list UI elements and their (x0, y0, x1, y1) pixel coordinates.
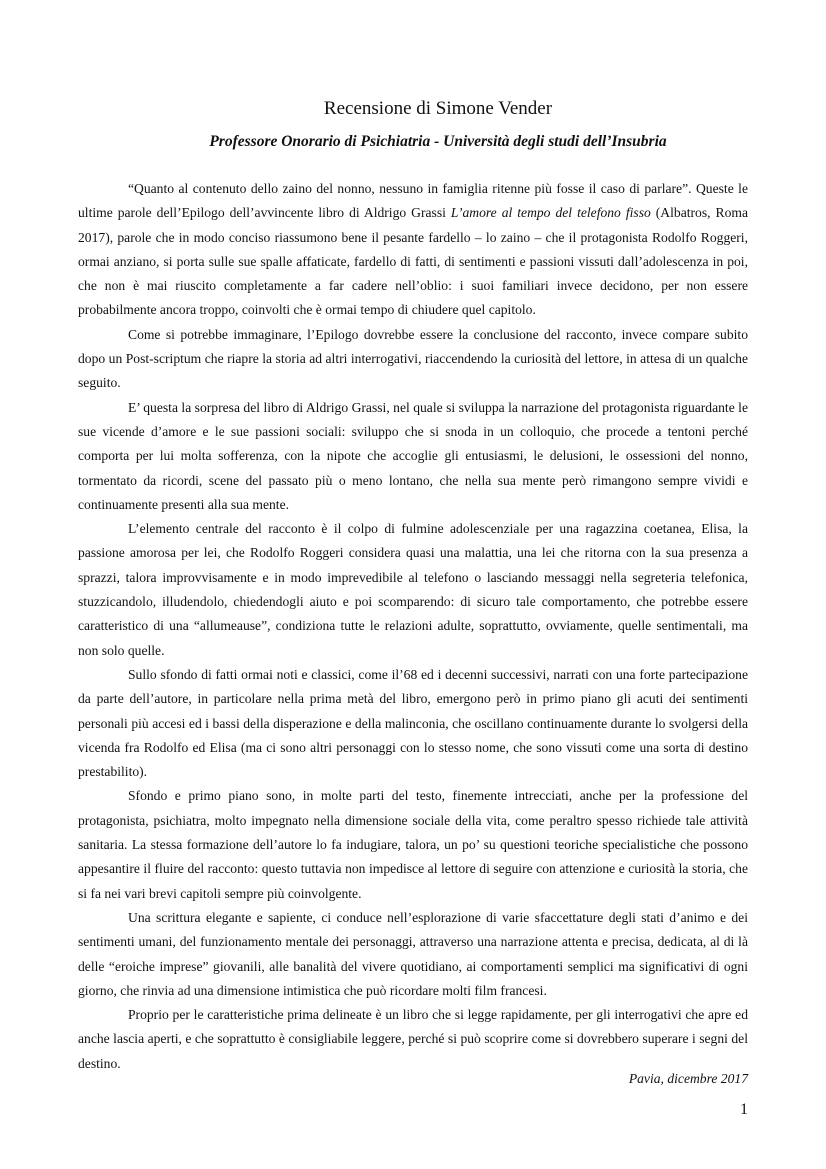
paragraph-8: Proprio per le caratteristiche prima delineate è un libro che si legge rapidamente, per gli interrogativi che apre ed anche lascia aperti, e che soprattutto è consigliabile leggere, perché si può scoprire come si dovrebbero superare i segni del destino. (78, 1007, 748, 1071)
review-title: Recensione di Simone Vender (323, 98, 553, 119)
paragraph-1-rest: (Albatros, Roma 2017), parole che in modo conciso riassumono bene il pesante fardello – lo zaino – che il protagonista Rodolfo Roggeri, ormai anziano, si porta sulle sue spalle affaticate, fardello di fatti, di sentimenti e passioni vissuti dall’adolescenza in poi, che non è mai riuscito completamente a far cadere nell’oblio: i suoi familiari invece decidono, per non essere probabilmente ancora troppo, coinvolti che è ormai tempo di chiudere quel capitolo. (78, 205, 748, 318)
paragraph-2: Come si potrebbe immaginare, l’Epilogo dovrebbe essere la conclusione del racconto, invece compare subito dopo un Post-scriptum che riapre la storia ad altri interrogativi, riaccendendo la curiosità del lettore, in attesa di un qualche seguito. (78, 326, 748, 391)
paragraph-4: L’elemento centrale del racconto è il colpo di fulmine adolescenziale per una ragazzina coetanea, Elisa, la passione amorosa per lei, che Rodolfo Roggeri considera quasi una malattia, una lei che ritorna con la sua presenza a sprazzi, talora improvvisamente e in modo imprevedibile al telefono o lasciando messaggi nella segreteria telefonica, stuzzicandolo, illudendolo, chiedendogli aiuto e poi scomparendo: di sicuro tale comportamento, che potrebbe essere caratteristico di una “allumeause”, condiziona tutte le relazioni adulte, soprattutto, ovviamente, quelle sentimentali, ma non solo quelle. (78, 521, 748, 658)
book-title: L’amore al tempo del telefono fisso (450, 205, 651, 221)
paragraph-5: Sullo sfondo di fatti ormai noti e classici, come il’68 ed i decenni successivi, narrati con una forte partecipazione da parte dell’autore, in particolare nella prima metà del libro, emergono però in primo piano gli acuti dei sentimenti personali più accesi ed i bassi della disperazione e della malinconia, che oscillano continuamente durante lo svolgersi della vicenda fra Rodolfo ed Elisa (ma ci sono altri personaggi con lo stesso nome, che sono vissuti come una sorta di destino prestabilito). (78, 666, 748, 780)
page-number: 1 (740, 1101, 748, 1118)
paragraph-1 (78, 177, 748, 323)
review-body (78, 177, 748, 1076)
place-date-signature: Pavia, dicembre 2017 (628, 1071, 748, 1086)
paragraph-3: E’ questa la sorpresa del libro di Aldrigo Grassi, nel quale si sviluppa la narrazione del protagonista riguardante le sue vicende d’amore e le sue passioni sociali: sviluppo che si snoda in un colloquio, che procede a tentoni perché comporta per lui molta sofferenza, con la nipote che accoglie gli entusiasmi, le delusioni, le ossessioni del nonno, tormentato da ricordi, scene del passato più o meno lontano, che nella sua mente però rimangono sempre vividi e continuamente presenti alla sua mente. (78, 399, 748, 512)
author-affiliation: Professore Onorario di Psichiatria - Università degli studi dell’Insubria (209, 133, 667, 150)
paragraph-1-intro: “Quanto al contenuto dello zaino del nonno, nessuno in famiglia ritenne più fosse il caso di parlare”. Queste le ultime parole dell’Epilogo dell’avvincente libro di Aldrigo Grassi (78, 181, 748, 221)
paragraph-6: Sfondo e primo piano sono, in molte parti del testo, finemente intrecciati, anche per la professione del protagonista, psichiatra, molto impegnato nella dimensione sociale della vita, come peraltro spesso richiede tale attività sanitaria. La stessa formazione dell’autore lo fa indugiare, talora, un po’ su questioni teoriche specialistiche che possono appesantire il fluire del racconto: questo tuttavia non impedisce al lettore di seguire con attenzione e curiosità la storia, che si fa nei vari brevi capitoli sempre più coinvolgente. (78, 788, 748, 901)
paragraph-7: Una scrittura elegante e sapiente, ci conduce nell’esplorazione di varie sfaccettature degli stati d’animo e dei sentimenti umani, del funzionamento mentale dei personaggi, attraverso una narrazione attenta e precisa, dedicata, al di là delle “eroiche imprese” giovanili, alle banalità del vivere quotidiano, ai comportamenti semplici ma significativi di ogni giorno, che rinvia ad una dimensione intimistica che può ricordare molti film francesi. (78, 909, 748, 998)
